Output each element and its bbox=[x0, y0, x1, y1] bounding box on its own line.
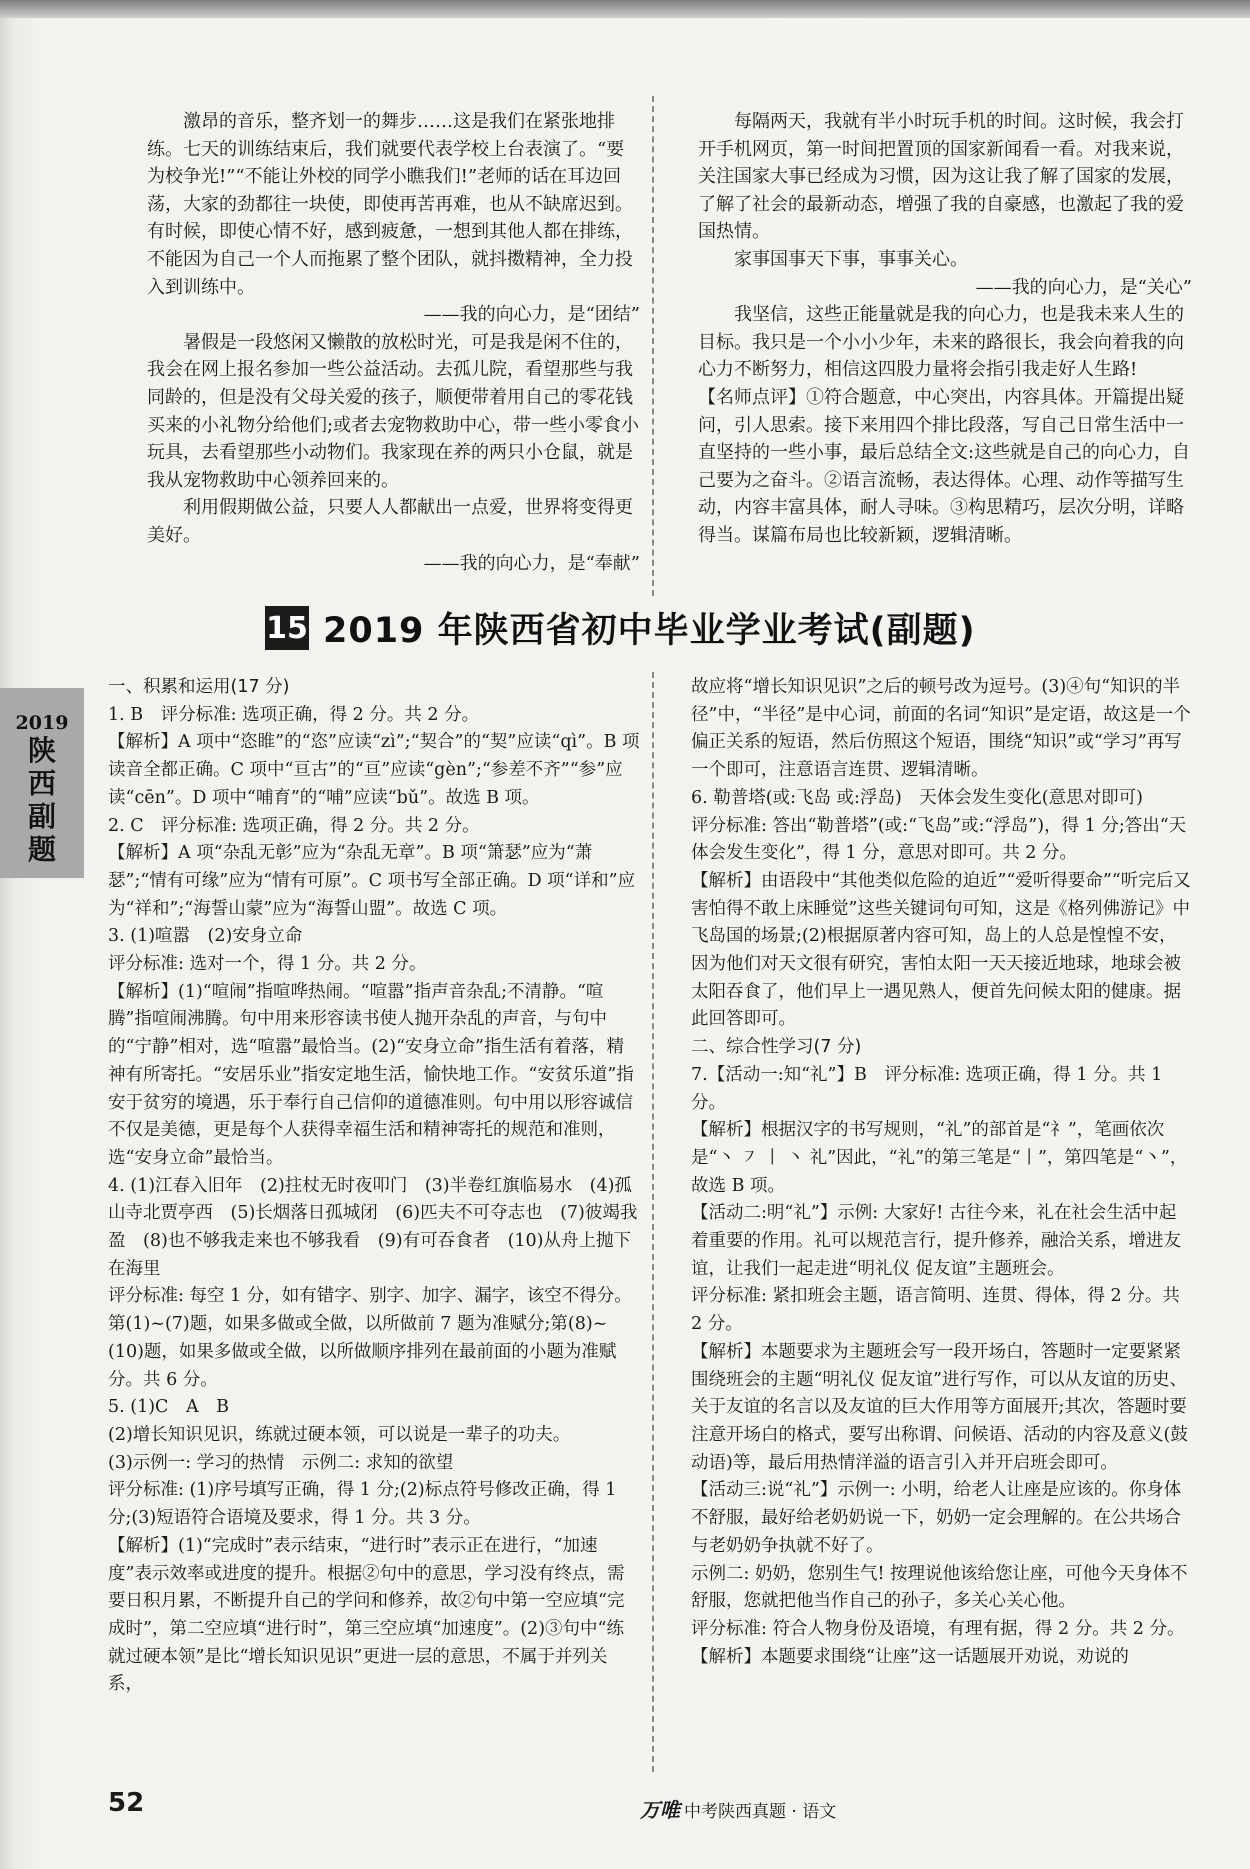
paragraph: 1. B 评分标准: 选项正确，得 2 分。共 2 分。 bbox=[108, 704, 480, 725]
paragraph: (2)增长知识见识，练就过硬本领，可以说是一辈子的功夫。 bbox=[108, 1424, 571, 1445]
paragraph: 【名师点评】①符合题意，中心突出，内容具体。开篇提出疑问，引人思索。接下来用四个排比段落，写自己日常生活中一直坚持的一些小事，最后总结全文:这些就是自己的向心力，自己要为之奋斗。②语言流畅，表达得体。心理、动作等描写生动，内容丰富具体，耐人寻味。③构思精巧，层次分明，详略得当。谋篇布局也比较新颖，逻辑清晰。 bbox=[698, 386, 1191, 546]
paragraph: 【解析】本题要求围绕“让座”这一话题展开劝说，劝说的 bbox=[691, 1646, 1129, 1667]
paragraph: 评分标准: 选对一个，得 1 分。共 2 分。 bbox=[108, 954, 427, 975]
paragraph: 暑假是一段悠闲又懒散的放松时光，可是我是闲不住的，我会在网上报名参加一些公益活动。去孤儿院，看望那些与我同龄的，但是没有父母关爱的孩子，顺便带着用自己的零花钱买来的小礼物分给他们;或者去宠物救助中心，带一些小零食小玩具，去看望那些小动物们。我家现在养的两只小仓鼠，就是我从宠物救助中心领养回来的。 bbox=[147, 331, 640, 491]
paragraph: 6. 勒普塔(或:飞岛 或:浮岛) 天体会发生变化(意思对即可) bbox=[691, 787, 1143, 808]
paragraph: 【解析】由语段中“其他类似危险的迫近”“爱听得要命”“听完后又害怕得不敢上床睡觉”这些关键词句可知，这是《格列佛游记》中飞岛国的场景;(2)根据原著内容可知，岛上的人总是惶惶不安，因为他们对天文很有研究，害怕太阳一天天接近地球，地球会被太阳吞食了，他们早上一遇见熟人，便首先问候太阳的健康。据此回答即可。 bbox=[691, 870, 1191, 1030]
paragraph: 利用假期做公益，只要人人都献出一点爱，世界将变得更美好。 bbox=[147, 497, 633, 546]
top-column-divider bbox=[652, 96, 654, 596]
section-title-bar bbox=[265, 602, 1045, 654]
paragraph: 【活动三:说“礼”】示例一: 小明，给老人让座是应该的。你身体不舒服，最好给老奶奶说一下，奶奶一定会理解的。在公共场合与老奶奶争执就不好了。 bbox=[691, 1480, 1182, 1556]
paragraph: 二、综合性学习(7 分) bbox=[691, 1037, 862, 1058]
paragraph: 家事国事天下事，事事关心。 bbox=[734, 248, 968, 270]
publisher-logo: 万唯 bbox=[640, 1798, 680, 1822]
paragraph: 【活动二:明“礼”】示例: 大家好! 古往今来，礼在社会生活中起着重要的作用。礼可以规范言行，提升修养，融洽关系，增进友谊，让我们一起走进“明礼仪 促友谊”主题班会。 bbox=[691, 1203, 1181, 1279]
paragraph: ——我的向心力，是“团结” bbox=[423, 304, 640, 326]
footer bbox=[108, 1788, 1198, 1828]
paragraph: 【解析】(1)“完成时”表示结束，“进行时”表示正在进行，“加速度”表示效率或进度的提升。根据②句中的意思，学习没有终点，需要日积月累，不断提升自己的学问和修养，故②句中第一空应填“完成时”，第二空应填“进行时”，第三空应填“加速度”。(2)③句中“练就过硬本领”是比“增长知识见识”更进一层的意思，不属于并列关系， bbox=[108, 1535, 625, 1695]
top-right-column bbox=[698, 108, 1192, 550]
paragraph: 我坚信，这些正能量就是我的向心力，也是我未来人生的目标。我只是一个小小少年，未来的路很长，我会向着我的向心力不断努力，相信这四股力量将会指引我走好人生路! bbox=[698, 304, 1184, 381]
book-title: 中考陕西真题 · 语文 bbox=[684, 1802, 837, 1822]
side-tab-label: 陕西副题 bbox=[27, 734, 56, 866]
paragraph: ——我的向心力，是“奉献” bbox=[423, 552, 640, 574]
paragraph: 【解析】A 项“杂乱无彰”应为“杂乱无章”。B 项“箫瑟”应为“萧瑟”;“情有可缘”应为“情有可原”。C 项书写全部正确。D 项“详和”应为“祥和”;“海誓山蒙”应为“海誓山盟”。故选 C 项。 bbox=[108, 843, 636, 919]
footer-text bbox=[640, 1794, 836, 1823]
bottom-column-divider bbox=[652, 672, 654, 1772]
paragraph: 【解析】(1)“喧闹”指喧哗热闹。“喧嚣”指声音杂乱;不清静。“喧腾”指喧闹沸腾。句中用来形容读书使人抛开杂乱的声音，与句中的“宁静”相对，选“喧嚣”最恰当。(2)“安身立命”指生活有着落，精神有所寄托。“安居乐业”指安定地生活，愉快地工作。“安贫乐道”指安于贫穷的境遇，乐于奉行自己信仰的道德准则。句中用以形容诚信不仅是美德，更是每个人获得幸福生活和精神寄托的规范和准则，选“安身立命”最恰当。 bbox=[108, 981, 634, 1168]
paragraph: 评分标准: 符合人物身份及语境，有理有据，得 2 分。共 2 分。 bbox=[691, 1618, 1185, 1639]
paragraph: 评分标准: 每空 1 分，如有错字、别字、加字、漏字，该空不得分。第(1)~(7)题，如果多做或全做，以所做前 7 题为准赋分;第(8)~(10)题，如果多做或全做，以所做顺序排列在最前面的小题为准赋分。共 6 分。 bbox=[108, 1286, 632, 1390]
section-number: 15 bbox=[265, 606, 309, 650]
side-tab-year: 2019 bbox=[15, 712, 69, 734]
side-tab bbox=[0, 688, 84, 878]
paragraph: 3. (1)喧嚣 (2)安身立命 bbox=[108, 926, 303, 947]
top-left-column bbox=[147, 108, 640, 577]
paragraph: 4. (1)江春入旧年 (2)拄杖无时夜叩门 (3)半卷红旗临易水 (4)孤山寺北贾亭西 (5)长烟落日孤城闭 (6)匹夫不可夺志也 (7)彼竭我盈 (8)也不够我走来也不够我看 (9)有可吞食者 (10)从舟上抛下在海里 bbox=[108, 1175, 638, 1279]
paragraph: 一、积累和运用(17 分) bbox=[108, 677, 290, 697]
paragraph: 示例二: 奶奶，您别生气! 按理说他该给您让座，可他今天身体不舒服，您就把他当作自己的孙子，多关心关心他。 bbox=[691, 1563, 1188, 1612]
bottom-right-column bbox=[691, 674, 1193, 1671]
paragraph: 评分标准: 答出“勒普塔”(或:“飞岛”或:“浮岛”)，得 1 分;答出“天体会发生变化”，得 1 分，意思对即可。共 2 分。 bbox=[691, 815, 1187, 864]
paragraph: 5. (1)C A B bbox=[108, 1397, 229, 1418]
paragraph: 故应将“增长知识见识”之后的顿号改为逗号。(3)④句“知识的半径”中，“半径”是中心词，前面的名词“知识”是定语，故这是一个偏正关系的短语，然后仿照这个短语，围绕“知识”或“学习”再写一个即可，注意语言连贯、逻辑清晰。 bbox=[691, 677, 1191, 781]
page-number: 52 bbox=[108, 1788, 145, 1818]
bottom-left-column bbox=[108, 674, 641, 1699]
paragraph: 【解析】根据汉字的书写规则，“礼”的部首是“礻”，笔画依次是“丶 ㇇ 丨 丶 礼”因此，“礼”的第三笔是“丨”，第四笔是“丶”，故选 B 项。 bbox=[691, 1120, 1188, 1196]
paragraph: 评分标准: (1)序号填写正确，得 1 分;(2)标点符号修改正确，得 1 分;(3)短语符合语境及要求，得 1 分。共 3 分。 bbox=[108, 1480, 617, 1529]
top-edge bbox=[0, 0, 1250, 18]
paragraph: 每隔两天，我就有半小时玩手机的时间。这时候，我会打开手机网页，第一时间把置顶的国家新闻看一看。对我来说，关注国家大事已经成为习惯，因为这让我了解了国家的发展，了解了社会的最新动态，增强了我的自豪感，也激起了我的爱国热情。 bbox=[698, 111, 1184, 243]
paragraph: (3)示例一: 学习的热情 示例二: 求知的欲望 bbox=[108, 1452, 454, 1473]
paragraph: 2. C 评分标准: 选项正确，得 2 分。共 2 分。 bbox=[108, 815, 480, 836]
paragraph: 评分标准: 紧扣班会主题，语言简明、连贯、得体，得 2 分。共 2 分。 bbox=[691, 1286, 1180, 1335]
paragraph: 激昂的音乐，整齐划一的舞步……这是我们在紧张地排练。七天的训练结束后，我们就要代表学校上台表演了。“要为校争光!”“不能让外校的同学小瞧我们!”老师的话在耳边回荡，大家的劲都往一块使，即使再苦再难，也从不缺席迟到。有时候，即使心情不好，感到疲惫，一想到其他人都在排练，不能因为自己一个人而拖累了整个团队，就抖擞精神，全力投入到训练中。 bbox=[147, 111, 633, 298]
paragraph: ——我的向心力，是“关心” bbox=[975, 276, 1192, 298]
paragraph: 【解析】本题要求为主题班会写一段开场白，答题时一定要紧紧围绕班会的主题“明礼仪 促友谊”进行写作，可以从友谊的历史、关于友谊的名言以及友谊的巨大作用等方面展开;其次，答题时要注意开场白的格式，要写出称谓、问候语、活动的内容及意义(鼓动语)等，最后用热情洋溢的语言引入并开启班会即可。 bbox=[691, 1341, 1188, 1473]
paragraph: 7.【活动一:知“礼”】B 评分标准: 选项正确，得 1 分。共 1 分。 bbox=[691, 1064, 1163, 1113]
paragraph: 【解析】A 项中“恣睢”的“恣”应读“zì”;“契合”的“契”应读“qì”。B 项读音全都正确。C 项中“亘古”的“亘”应读“gèn”;“参差不齐”“参”应读“cēn”。D 项中“哺育”的“哺”应读“bǔ”。故选 B 项。 bbox=[108, 732, 640, 808]
section-title: 2019 年陕西省初中毕业学业考试(副题) bbox=[323, 611, 976, 651]
